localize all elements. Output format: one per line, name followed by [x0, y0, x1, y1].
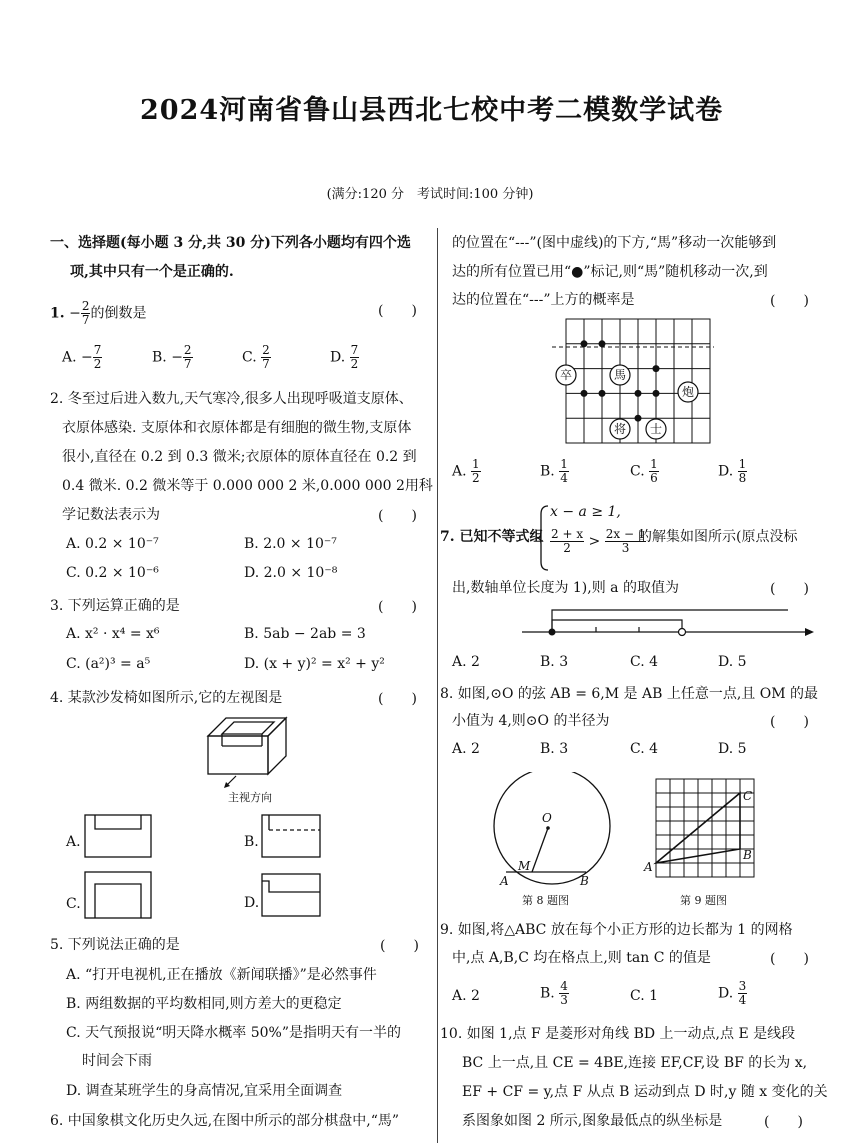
- q9-option-c[interactable]: C. 1: [630, 988, 659, 1004]
- label-b-grid: B: [743, 848, 752, 862]
- q4-option-b-label[interactable]: B.: [244, 834, 259, 850]
- question-7-tail: 的解集如图所示(原点没标: [638, 529, 798, 545]
- q4-option-d-label[interactable]: D.: [244, 895, 260, 911]
- question-10-line-3: EF + CF = y,点 F 从点 B 运动到点 D 时,y 随 x 变化的关: [462, 1084, 828, 1100]
- number-line-figure: [520, 602, 820, 648]
- answer-paren-1[interactable]: ( ): [378, 303, 417, 319]
- q9-option-d[interactable]: D. $\frac{3}{4}$: [718, 979, 747, 1007]
- label-c: C: [743, 789, 753, 803]
- q8-option-a[interactable]: A. 2: [452, 741, 480, 757]
- circle-figure-q8: [484, 772, 624, 890]
- question-2-line-2: 衣原体感染. 支原体和衣原体都是有细胞的微生物,支原体: [62, 420, 412, 436]
- q6-option-c[interactable]: C. $\frac{1}{6}$: [630, 457, 658, 485]
- q6-option-d[interactable]: D. $\frac{1}{8}$: [718, 457, 747, 485]
- question-8-line-1: 8. 如图,⊙O 的弦 AB = 6,M 是 AB 上任意一点,且 OM 的最: [440, 686, 818, 702]
- label-m: M: [518, 859, 531, 873]
- sofa-chair-figure: [200, 712, 292, 782]
- answer-paren-6[interactable]: ( ): [770, 293, 809, 309]
- q5-option-b[interactable]: B. 两组数据的平均数相同,则方差大的更稳定: [66, 996, 342, 1012]
- inequality-2: $\frac{2 + x}{2}$ > $\frac{2x - 1}{3}$: [551, 527, 646, 555]
- grid-figure-q9: [640, 775, 768, 891]
- chessboard-figure: [548, 315, 718, 447]
- label-b: B: [580, 874, 589, 888]
- q4-option-a-label[interactable]: A.: [66, 834, 81, 850]
- q2-option-d[interactable]: D. 2.0 × 10⁻⁸: [244, 565, 338, 581]
- piece-pao: 炮: [681, 385, 695, 399]
- question-3: 3. 下列运算正确的是: [50, 598, 180, 614]
- q7-option-d[interactable]: D. 5: [718, 654, 747, 670]
- column-divider: [437, 228, 438, 1143]
- q3-option-b[interactable]: B. 5ab − 2ab = 3: [244, 626, 366, 642]
- q9-option-b[interactable]: B. $\frac{4}{3}$: [540, 979, 568, 1007]
- q6-option-b[interactable]: B. $\frac{1}{4}$: [540, 457, 568, 485]
- piece-shi: 士: [649, 422, 663, 436]
- q4-option-c-figure[interactable]: [83, 870, 153, 920]
- piece-zu: 卒: [559, 368, 573, 382]
- section-heading: 一、选择题(每小题 3 分,共 30 分)下列各小题均有四个选: [50, 235, 411, 251]
- q7-option-a[interactable]: A. 2: [452, 654, 480, 670]
- question-10-line-2: BC 上一点,且 CE = 4BE,连接 EF,CF,设 BF 的长为 x,: [462, 1055, 808, 1071]
- q3-option-d[interactable]: D. (x + y)² = x² + y²: [244, 656, 385, 672]
- question-6-line-1: 6. 中国象棋文化历史久远,在图中所示的部分棋盘中,“馬”: [50, 1113, 400, 1129]
- question-5: 5. 下列说法正确的是: [50, 937, 180, 953]
- q2-option-b[interactable]: B. 2.0 × 10⁻⁷: [244, 536, 337, 552]
- exam-meta: (满分:120 分 考试时间:100 分钟): [326, 187, 534, 202]
- q4-option-b-figure[interactable]: [260, 813, 322, 859]
- q8-option-d[interactable]: D. 5: [718, 741, 747, 757]
- label-a-grid: A: [644, 860, 653, 874]
- section-heading-cont: 项,其中只有一个是正确的.: [70, 264, 234, 280]
- q7-option-c[interactable]: C. 4: [630, 654, 659, 670]
- question-2-line-4: 0.4 微米. 0.2 微米等于 0.000 000 2 米,0.000 000 2用科: [62, 478, 433, 494]
- q1-option-b[interactable]: B. − $\frac{2}{7}$: [152, 343, 192, 371]
- q8-option-c[interactable]: C. 4: [630, 741, 659, 757]
- view-direction-arrow-icon: [220, 774, 240, 790]
- q2-option-c[interactable]: C. 0.2 × 10⁻⁶: [66, 565, 159, 581]
- answer-paren-4[interactable]: ( ): [378, 691, 417, 707]
- q7-option-b[interactable]: B. 3: [540, 654, 569, 670]
- figure-8-caption: 第 8 题图: [522, 894, 569, 907]
- question-10-line-1: 10. 如图 1,点 F 是菱形对角线 BD 上一动点,点 E 是线段: [440, 1026, 796, 1042]
- q6-option-a[interactable]: A. $\frac{1}{2}$: [452, 457, 480, 485]
- answer-paren-10[interactable]: ( ): [764, 1114, 803, 1130]
- q1-option-a[interactable]: A. − $\frac{7}{2}$: [62, 343, 102, 371]
- answer-paren-7[interactable]: ( ): [770, 581, 809, 597]
- answer-paren-5[interactable]: ( ): [380, 938, 419, 954]
- q3-option-c[interactable]: C. (a²)³ = a⁵: [66, 656, 151, 672]
- piece-ma: 馬: [613, 368, 627, 382]
- q5-option-c-cont[interactable]: 时间会下雨: [82, 1053, 152, 1069]
- question-2-line-1: 2. 冬至过后进入数九,天气寒冷,很多人出现呼吸道支原体、: [50, 391, 413, 407]
- figure-9-caption: 第 9 题图: [680, 894, 727, 907]
- q5-option-a[interactable]: A. “打开电视机,正在播放《新闻联播》”是必然事件: [66, 967, 377, 983]
- answer-paren-3[interactable]: ( ): [378, 599, 417, 615]
- answer-paren-8[interactable]: ( ): [770, 714, 809, 730]
- label-a: A: [500, 874, 509, 888]
- question-8-line-2: 小值为 4,则⊙O 的半径为: [452, 713, 610, 729]
- q2-option-a[interactable]: A. 0.2 × 10⁻⁷: [66, 536, 159, 552]
- q3-option-a[interactable]: A. x² · x⁴ = x⁶: [66, 626, 160, 642]
- question-2-line-3: 很小,直径在 0.2 到 0.3 微米;衣原体的原体直径在 0.2 到: [62, 449, 417, 465]
- question-6-line-4: 达的位置在“---”上方的概率是: [452, 292, 635, 308]
- q5-option-d[interactable]: D. 调查某班学生的身高情况,宜采用全面调查: [66, 1083, 343, 1099]
- brace-icon: [536, 504, 550, 572]
- q4-option-c-label[interactable]: C.: [66, 896, 81, 912]
- question-7-line-2: 出,数轴单位长度为 1),则 a 的取值为: [452, 580, 679, 596]
- question-1: 1. − $\frac{2}{7}$ 的倒数是: [50, 299, 147, 327]
- question-6-line-3: 达的所有位置已用“●”标记,则“馬”随机移动一次,到: [452, 264, 768, 280]
- question-9-line-2: 中,点 A,B,C 均在格点上,则 tan C 的值是: [452, 950, 711, 966]
- piece-jiang: 将: [613, 422, 627, 436]
- question-2-line-5: 学记数法表示为: [62, 507, 160, 523]
- q8-option-b[interactable]: B. 3: [540, 741, 569, 757]
- q1-option-c[interactable]: C. $\frac{2}{7}$: [242, 343, 270, 371]
- question-7-lead: 7. 已知不等式组: [440, 529, 544, 545]
- q5-option-c[interactable]: C. 天气预报说“明天降水概率 50%”是指明天有一半的: [66, 1025, 401, 1041]
- q4-option-d-figure[interactable]: [260, 872, 322, 918]
- inequality-1: x − a ≥ 1,: [550, 504, 621, 520]
- answer-paren-9[interactable]: ( ): [770, 951, 809, 967]
- question-9-line-1: 9. 如图,将△ABC 放在每个小正方形的边长都为 1 的网格: [440, 922, 793, 938]
- question-6-line-2: 的位置在“---”(图中虚线)的下方,“馬”移动一次能够到: [452, 235, 777, 251]
- question-10-line-4: 系图象如图 2 所示,图象最低点的纵坐标是: [462, 1113, 723, 1129]
- exam-title: 2024河南省鲁山县西北七校中考二模数学试卷: [140, 95, 724, 126]
- axis-arrow-icon: [805, 628, 814, 636]
- answer-paren-2[interactable]: ( ): [378, 508, 417, 524]
- question-4: 4. 某款沙发椅如图所示,它的左视图是: [50, 690, 283, 706]
- view-direction-caption: 主视方向: [228, 791, 272, 804]
- label-o: O: [542, 811, 552, 825]
- q1-option-d[interactable]: D. $\frac{7}{2}$: [330, 343, 359, 371]
- q9-option-a[interactable]: A. 2: [452, 988, 480, 1004]
- q4-option-a-figure[interactable]: [83, 813, 153, 859]
